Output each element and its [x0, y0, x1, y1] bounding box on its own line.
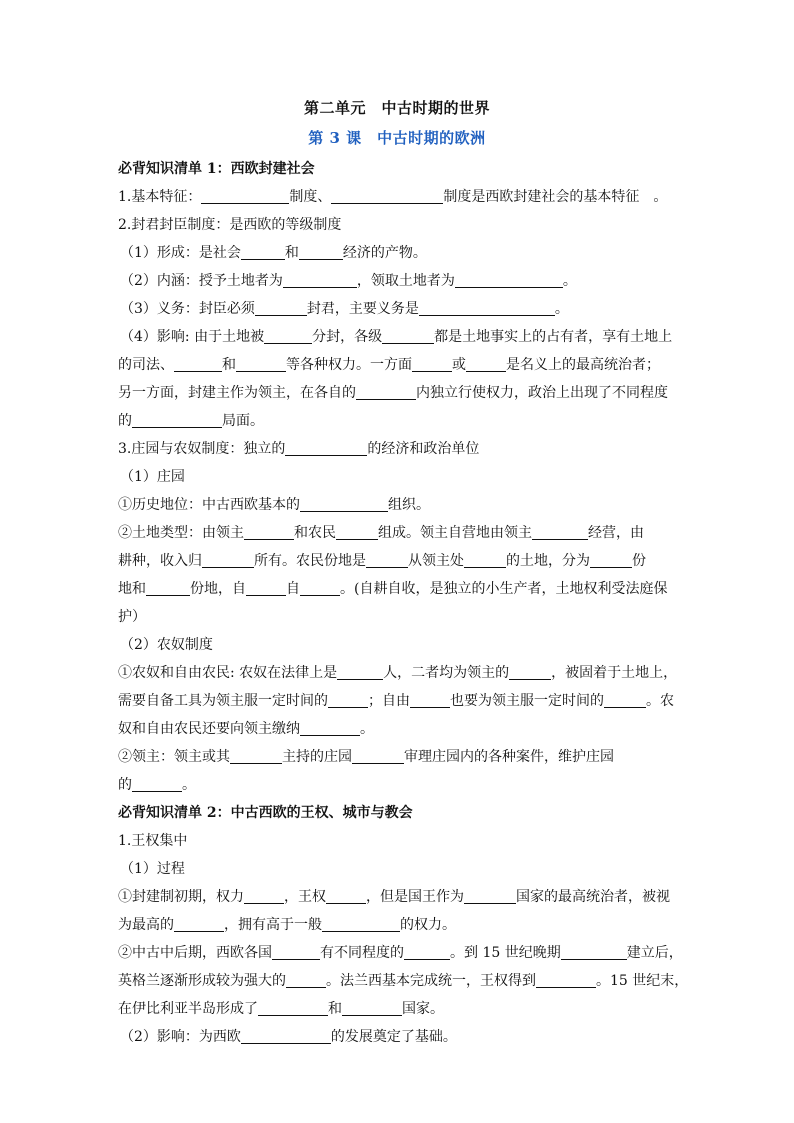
text: 奴和自由农民还要向领主缴纳 — [118, 721, 300, 737]
text: 制度是西欧封建社会的基本特征 。 — [443, 189, 668, 205]
fill-blank[interactable] — [328, 691, 368, 708]
text: 内独立行使权力，政治上出现了不同程度 — [416, 385, 668, 401]
serf-line-1 — [118, 659, 686, 687]
text: 组成。领主自营地由领主 — [378, 525, 532, 541]
text: 局面。 — [222, 413, 264, 429]
fill-blank[interactable] — [322, 915, 400, 932]
fill-blank[interactable] — [244, 523, 294, 540]
fill-blank[interactable] — [410, 691, 450, 708]
fill-blank[interactable] — [286, 971, 326, 988]
fill-blank[interactable] — [272, 943, 320, 960]
text: 建立后， — [626, 945, 683, 961]
text: 人，二者均为领主的 — [383, 665, 510, 681]
impact-line-1 — [118, 323, 686, 351]
fill-blank[interactable] — [356, 383, 416, 400]
text: 英格兰逐渐形成较为强大的 — [118, 973, 286, 989]
text: 自 — [286, 581, 300, 597]
lesson-title: 第 3 课 中古时期的欧洲 — [308, 129, 486, 147]
text: 和 — [222, 357, 236, 373]
manor-land-line-2 — [118, 547, 686, 575]
fill-blank[interactable] — [532, 523, 588, 540]
text: 的土地，分为 — [506, 553, 590, 569]
text: 也要为领主服一定时间的 — [450, 693, 604, 709]
text: ，被固着于土地上， — [551, 665, 678, 681]
text: 。 — [554, 301, 569, 317]
text: 所有。农民份地是 — [254, 553, 366, 569]
fill-blank[interactable] — [464, 551, 506, 568]
text: 分封，各级 — [312, 329, 383, 345]
fill-blank[interactable] — [244, 887, 284, 904]
text: 。 — [562, 273, 577, 289]
impact-line-4 — [118, 407, 686, 435]
text: ②土地类型：由领主 — [118, 525, 244, 541]
fill-blank[interactable] — [464, 887, 516, 904]
process-line-4 — [118, 967, 689, 995]
text: 份 — [632, 553, 646, 569]
fill-blank[interactable] — [174, 915, 224, 932]
text: 和 — [328, 1001, 342, 1017]
fill-blank[interactable] — [132, 411, 222, 428]
text: 等各种权力。一方面 — [286, 357, 412, 373]
impact-line-3 — [118, 379, 686, 407]
text: ，领取土地者为 — [356, 273, 455, 289]
text: 是名义上的最高统治者； — [506, 357, 660, 373]
text: 3.庄园与农奴制度：独立的 — [118, 441, 286, 457]
fill-blank[interactable] — [241, 243, 285, 260]
fill-blank[interactable] — [331, 187, 443, 204]
text: （2）影响：为西欧 — [120, 1029, 241, 1045]
fill-blank[interactable] — [412, 355, 452, 372]
text: 或 — [452, 357, 466, 373]
text: 和 — [284, 245, 299, 261]
section-heading-1: 必背知识清单 1：西欧封建社会 — [118, 161, 315, 177]
manor-land-line-3 — [118, 575, 686, 603]
fill-blank[interactable] — [326, 887, 366, 904]
text: 主持的庄园 — [282, 749, 352, 765]
text: 组织。 — [388, 497, 430, 513]
fill-blank[interactable] — [536, 971, 596, 988]
fill-blank[interactable] — [404, 943, 450, 960]
text: （1）形成：是社会 — [120, 245, 241, 261]
text: 封君，主要义务是 — [306, 301, 419, 317]
fill-blank[interactable] — [264, 327, 312, 344]
impact-line-2 — [118, 351, 686, 379]
serf-title: （2）农奴制度 — [120, 637, 213, 653]
text: 的 — [118, 777, 132, 793]
fill-blank[interactable] — [255, 299, 307, 316]
text: 的发展奠定了基础。 — [330, 1029, 457, 1045]
fill-blank[interactable] — [241, 1027, 331, 1044]
fill-blank[interactable] — [382, 327, 434, 344]
content-line — [118, 267, 686, 295]
fill-blank[interactable] — [299, 243, 343, 260]
text: ；自由 — [368, 693, 410, 709]
text: 的权力。 — [400, 917, 456, 933]
process-line-3 — [118, 939, 686, 967]
text: 。到 15 世纪晚期 — [450, 945, 561, 961]
fill-blank[interactable] — [132, 775, 182, 792]
text: 在伊比利亚半岛形成了 — [118, 1001, 258, 1017]
text: 的经济和政治单位 — [367, 441, 480, 457]
text: ①农奴和自由农民: 农奴在法律上是 — [118, 665, 338, 681]
process-line-1 — [118, 883, 686, 911]
text: ②领主：领主或其 — [118, 749, 230, 765]
basic-features-line — [118, 183, 686, 211]
text: 。农 — [646, 693, 674, 709]
fill-blank[interactable] — [201, 187, 289, 204]
manor-land-line-4: 护） — [118, 609, 146, 625]
text: 经济的产物。 — [342, 245, 427, 261]
text: 另一方面，封建主作为领主，在各自的 — [118, 385, 356, 401]
text: 地和 — [118, 581, 146, 597]
text: 。 — [182, 777, 196, 793]
worksheet-content — [118, 155, 689, 1051]
text: 1.基本特征： — [118, 189, 202, 205]
fill-blank[interactable] — [300, 719, 360, 736]
text: ①封建制初期，权力 — [118, 889, 244, 905]
fill-blank[interactable] — [352, 747, 404, 764]
fill-blank[interactable] — [604, 691, 646, 708]
fill-blank[interactable] — [366, 551, 408, 568]
text: （2）内涵：授予土地者为 — [120, 273, 283, 289]
process-title: （1）过程 — [120, 861, 185, 877]
text: 的 — [118, 413, 132, 429]
text: 为最高的 — [118, 917, 174, 933]
fill-blank[interactable] — [300, 495, 388, 512]
text: 都是土地事实上的占有者，享有土地上 — [434, 329, 673, 345]
text: ②中古中后期，西欧各国 — [118, 945, 272, 961]
fill-blank[interactable] — [202, 551, 254, 568]
feudal-system-title: 2.封君封臣制度：是西欧的等级制度 — [118, 217, 342, 233]
text: 有不同程度的 — [320, 945, 404, 961]
fill-blank[interactable] — [283, 271, 357, 288]
section-heading-2: 必背知识清单 2：中古西欧的王权、城市与教会 — [118, 805, 413, 821]
fill-blank[interactable] — [337, 663, 383, 680]
text: 份地，自 — [190, 581, 246, 597]
fill-blank[interactable] — [590, 551, 632, 568]
text: 制度、 — [289, 189, 332, 205]
fill-blank[interactable] — [146, 579, 190, 596]
text: 耕种，收入归 — [118, 553, 202, 569]
text: （4）影响: 由于土地被 — [120, 329, 265, 345]
fill-blank[interactable] — [246, 579, 286, 596]
text: ，拥有高于一般 — [224, 917, 322, 933]
fill-blank[interactable] — [285, 439, 367, 456]
text: 国家。 — [402, 1001, 444, 1017]
fill-blank[interactable] — [342, 999, 402, 1016]
text: 经营，由 — [588, 525, 644, 541]
manor-title: （1）庄园 — [120, 469, 185, 485]
duty-line — [118, 295, 686, 323]
manor-serf-title — [118, 435, 686, 463]
text: ①历史地位：中古西欧基本的 — [118, 497, 300, 513]
fill-blank[interactable] — [174, 355, 222, 372]
text: 。法兰西基本完成统一，王权得到 — [326, 973, 536, 989]
process-line-5 — [118, 995, 686, 1023]
fill-blank[interactable] — [509, 663, 551, 680]
fill-blank[interactable] — [419, 299, 555, 316]
text: 。(自耕自收，是独立的小生产者，土地权利受法庭保 — [340, 581, 668, 597]
fill-blank[interactable] — [336, 523, 378, 540]
fill-blank[interactable] — [300, 579, 340, 596]
text: ，王权 — [284, 889, 326, 905]
formation-line — [118, 239, 686, 267]
kingship-title: 1.王权集中 — [118, 833, 188, 849]
manor-land-line-1 — [118, 519, 686, 547]
unit-title: 第二单元 中古时期的世界 — [303, 99, 490, 117]
lord-line-2 — [118, 771, 686, 799]
text: 。 — [360, 721, 374, 737]
text: 国家的最高统治者，被视 — [516, 889, 670, 905]
kingship-impact-line — [118, 1023, 686, 1051]
text: ，但是国王作为 — [366, 889, 464, 905]
process-line-2 — [118, 911, 686, 939]
fill-blank[interactable] — [455, 271, 563, 288]
serf-line-2 — [118, 687, 686, 715]
fill-blank[interactable] — [236, 355, 286, 372]
serf-line-3 — [118, 715, 686, 743]
text: （3）义务：封臣必须 — [120, 301, 255, 317]
text: 。15 世纪末， — [596, 973, 689, 989]
lord-line-1 — [118, 743, 686, 771]
fill-blank[interactable] — [466, 355, 506, 372]
fill-blank[interactable] — [561, 943, 627, 960]
text: 从领主处 — [408, 553, 464, 569]
text: 和农民 — [294, 525, 336, 541]
text: 的司法、 — [118, 357, 174, 373]
text: 需要自备工具为领主服一定时间的 — [118, 693, 328, 709]
fill-blank[interactable] — [230, 747, 282, 764]
manor-history-line — [118, 491, 686, 519]
text: 审理庄园内的各种案件，维护庄园 — [404, 749, 614, 765]
fill-blank[interactable] — [258, 999, 328, 1016]
